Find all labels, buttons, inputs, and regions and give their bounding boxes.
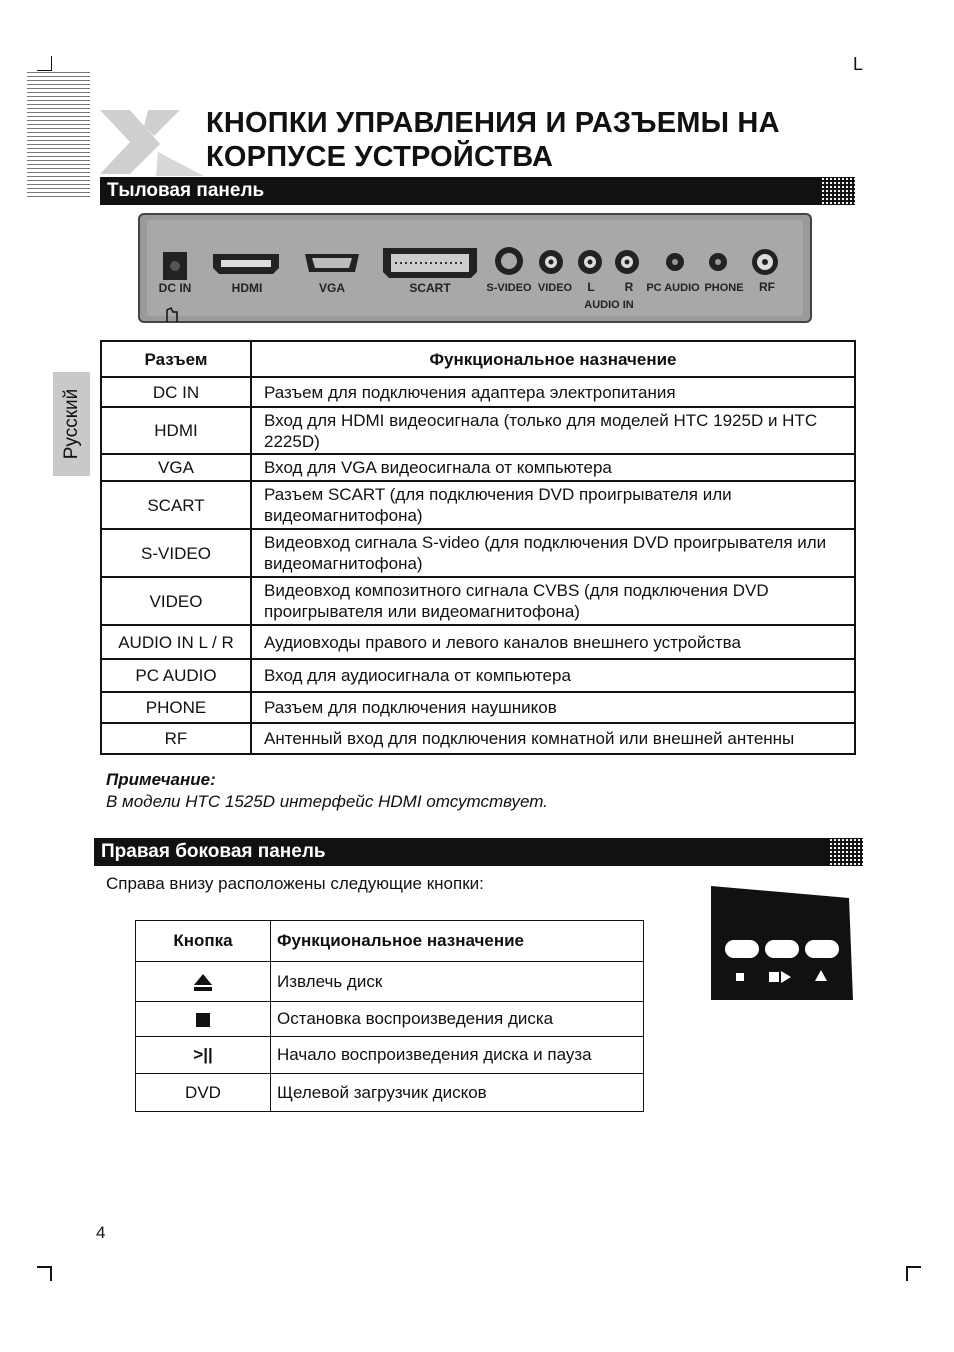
right-panel-heading: Правая боковая панель <box>94 838 863 866</box>
label-r: R <box>624 280 634 294</box>
connectors-table <box>100 340 856 755</box>
note-text: В модели HTC 1525D интерфейс HDMI отсутствует. <box>106 792 548 811</box>
note <box>106 769 548 813</box>
table-row: S-VIDEO Видеовход сигнала S-video (для подключения DVD проигрывателя или видеомагнитофона) <box>101 529 855 577</box>
table-row: RF Антенный вход для подключения комнатной или внешней антенны <box>101 723 855 754</box>
brand-logo <box>96 106 206 178</box>
table-row: Извлечь диск <box>136 962 644 1002</box>
page-title: КНОПКИ УПРАВЛЕНИЯ И РАЗЪЕМЫ НА КОРПУСЕ УСТРОЙСТВА <box>206 107 780 173</box>
column-header: Кнопка <box>136 921 271 962</box>
label-scart: SCART <box>409 281 451 295</box>
table-row: PC AUDIO Вход для аудиосигнала от компьютера <box>101 659 855 692</box>
rear-panel-diagram <box>137 212 813 324</box>
crop-mark-top-left-h <box>37 70 52 71</box>
label-phone: PHONE <box>704 282 744 294</box>
table-row: VGA Вход для VGA видеосигнала от компьютера <box>101 454 855 481</box>
crop-mark-bottom-left-v <box>50 1266 52 1281</box>
table-row: PHONE Разъем для подключения наушников <box>101 692 855 723</box>
column-header: Разъем <box>101 341 251 377</box>
right-panel-intro: Справа внизу расположены следующие кнопки: <box>106 874 484 893</box>
rear-panel-heading: Тыловая панель <box>100 177 855 205</box>
phone-port <box>709 253 727 271</box>
label-hdmi: HDMI <box>231 281 263 295</box>
table-row: >|| Начало воспроизведения диска и пауза <box>136 1037 644 1074</box>
table-row: VIDEO Видеовход композитного сигнала CVBS (для подключения DVD проигрывателя или видеомагнитофона) <box>101 577 855 625</box>
decorative-stripes <box>27 72 90 200</box>
crop-mark-bottom-right-v <box>906 1266 908 1281</box>
label-s-video: S-VIDEO <box>486 282 532 294</box>
table-row: Остановка воспроизведения диска <box>136 1002 644 1037</box>
page-number: 4 <box>96 1223 106 1242</box>
label-video: VIDEO <box>537 282 573 294</box>
table-row: HDMI Вход для HDMI видеосигнала (только для моделей HTC 1925D и HTC 2225D) <box>101 407 855 454</box>
table-header-row <box>101 341 855 377</box>
label-rf: RF <box>759 280 775 294</box>
side-button-panel-illustration <box>709 884 855 1002</box>
table-row: DVD Щелевой загрузчик дисков <box>136 1074 644 1112</box>
rf-port <box>752 249 778 275</box>
dc-in-port <box>163 252 187 280</box>
buttons-table <box>135 920 644 1112</box>
stop-icon <box>196 1013 210 1027</box>
note-title: Примечание: <box>106 770 216 789</box>
crop-mark-top-left <box>51 56 52 71</box>
video-port <box>539 250 563 274</box>
label-vga: VGA <box>318 281 346 295</box>
scart-port <box>383 248 477 278</box>
column-header: Функциональное назначение <box>271 921 644 962</box>
column-header: Функциональное назначение <box>251 341 855 377</box>
s-video-port <box>495 247 523 275</box>
table-header-row <box>136 921 644 962</box>
audio-l-port <box>578 250 602 274</box>
play-pause-symbol: >|| <box>136 1037 271 1074</box>
label-pc-audio: PC AUDIO <box>646 282 700 294</box>
label-dc-in: DC IN <box>158 281 192 295</box>
table-row: AUDIO IN L / R Аудиовходы правого и левого каналов внешнего устройства <box>101 625 855 659</box>
dvd-symbol: DVD <box>136 1074 271 1112</box>
table-row: DC IN Разъем для подключения адаптера электропитания <box>101 377 855 407</box>
eject-icon <box>192 971 214 993</box>
hdmi-port <box>213 254 279 274</box>
crop-mark-bottom-right <box>906 1266 921 1268</box>
label-audio-in: AUDIO IN <box>584 299 634 311</box>
language-tab: Русский <box>53 372 90 476</box>
vga-port <box>305 254 359 272</box>
pc-audio-port <box>666 253 684 271</box>
table-row: SCART Разъем SCART (для подключения DVD проигрывателя или видеомагнитофона) <box>101 481 855 529</box>
label-l: L <box>587 280 595 294</box>
corner-mark: L <box>853 54 864 74</box>
audio-r-port <box>615 250 639 274</box>
